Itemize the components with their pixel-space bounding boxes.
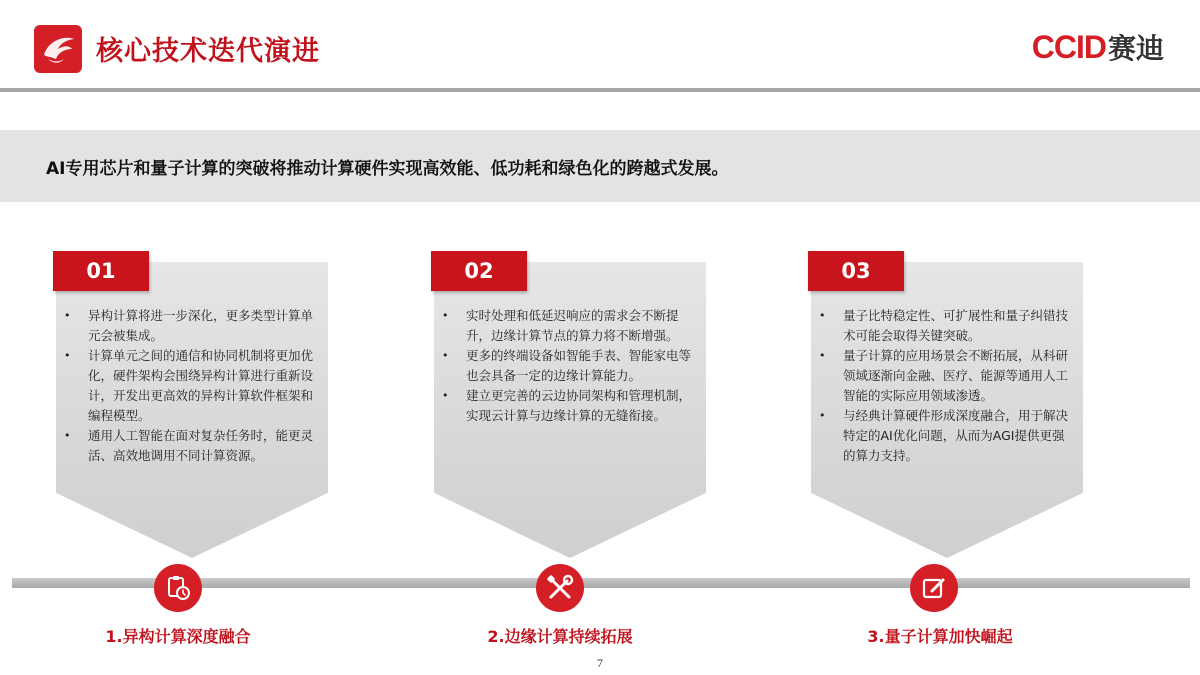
card-bullet-list xyxy=(442,306,694,426)
bullet-item: • 计算单元之间的通信和协同机制将更加优化，硬件架构会围绕异构计算进行重新设计，开发出更高效的异构计算软件框架和编程模型。 xyxy=(64,346,316,426)
bullet-item: • 通用人工智能在面对复杂任务时，能更灵活、高效地调用不同计算资源。 xyxy=(64,426,316,466)
step-label-2: 2.边缘计算持续拓展 xyxy=(487,627,633,646)
bullet-item: • 量子比特稳定性、可扩展性和量子纠错技术可能会取得关键突破。 xyxy=(819,306,1071,346)
card-03 xyxy=(811,259,1083,558)
step-label-3: 3.量子计算加快崛起 xyxy=(867,627,1013,646)
timeline-node-1 xyxy=(154,564,202,612)
card-01 xyxy=(56,259,328,558)
brand-logo xyxy=(1032,28,1164,66)
timeline-node-3 xyxy=(910,564,958,612)
card-bullet-list xyxy=(819,306,1071,466)
card-number: 03 xyxy=(808,251,904,291)
card-number: 01 xyxy=(53,251,149,291)
card-bullet-list xyxy=(64,306,316,466)
bullet-item: • 与经典计算硬件形成深度融合，用于解决特定的AI优化问题，从而为AGI提供更强的算力支持。 xyxy=(819,406,1071,466)
header-divider xyxy=(0,88,1200,92)
bullet-item: • 实时处理和低延迟响应的需求会不断提升，边缘计算节点的算力将不断增强。 xyxy=(442,306,694,346)
card-number: 02 xyxy=(431,251,527,291)
logo-icon xyxy=(34,25,82,73)
edit-square-icon xyxy=(910,564,958,612)
timeline-node-2 xyxy=(536,564,584,612)
bullet-item: • 更多的终端设备如智能手表、智能家电等也会具备一定的边缘计算能力。 xyxy=(442,346,694,386)
clipboard-clock-icon xyxy=(154,564,202,612)
page-title: 核心技术迭代演进 xyxy=(96,36,320,67)
step-label-1: 1.异构计算深度融合 xyxy=(105,627,251,646)
wrench-screwdriver-icon xyxy=(536,564,584,612)
bullet-item: • 量子计算的应用场景会不断拓展，从科研领域逐渐向金融、医疗、能源等通用人工智能的实际应用领域渗透。 xyxy=(819,346,1071,406)
summary-banner xyxy=(0,130,1200,202)
summary-text: AI专用芯片和量子计算的突破将推动计算硬件实现高效能、低功耗和绿色化的跨越式发展。 xyxy=(46,159,729,179)
bullet-item: • 异构计算将进一步深化，更多类型计算单元会被集成。 xyxy=(64,306,316,346)
page-number: 7 xyxy=(597,656,603,670)
bullet-item: • 建立更完善的云边协同架构和管理机制，实现云计算与边缘计算的无缝衔接。 xyxy=(442,386,694,426)
card-02 xyxy=(434,259,706,558)
brand-name-cn: 赛迪 xyxy=(1107,32,1164,65)
brand-name-en: CCID xyxy=(1031,28,1106,65)
